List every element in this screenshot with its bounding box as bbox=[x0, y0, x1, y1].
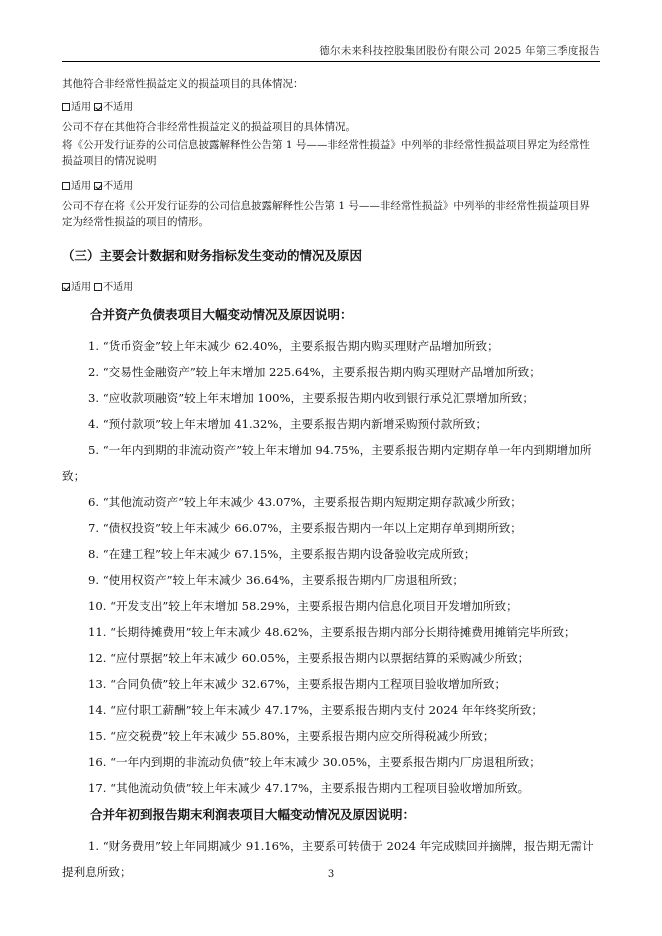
balance-item-10: 10. “开发支出”较上年末增加 58.29%，主要系报告期内信息化项目开发增加所致； bbox=[88, 599, 518, 613]
balance-item-8: 8. “在建工程”较上年末减少 67.15%，主要系报告期内设备验收完成所致； bbox=[88, 547, 476, 561]
label-applicable-2: 适用 bbox=[71, 181, 91, 192]
balance-item-5: 5. “一年内到期的非流动资产”较上年末增加 94.75%，主要系报告期内定期存单一年内到期增加所致； bbox=[62, 443, 592, 483]
checkbox-applicable-2 bbox=[62, 182, 70, 190]
checkbox-applicable-1 bbox=[62, 103, 70, 111]
report-header-title: 德尔未来科技控股集团股份有限公司 2025 年第三季度报告 bbox=[319, 45, 600, 57]
page-number: 3 bbox=[327, 869, 335, 880]
balance-item-13: 13. “合同负债”较上年末减少 32.67%，主要系报告期内工程项目验收增加所致； bbox=[88, 677, 507, 691]
balance-item-2: 2. “交易性金融资产”较上年末增加 225.64%，主要系报告期内购买理财产品增加所致； bbox=[88, 365, 541, 379]
balance-item-1: 1. “货币资金”较上年末减少 62.40%，主要系报告期内购买理财产品增加所致； bbox=[88, 339, 499, 353]
income-statement-subtitle: 合并年初到报告期末利润表项目大幅变动情况及原因说明： bbox=[90, 807, 416, 822]
other-items-note-1: 公司不存在其他符合非经常性损益定义的损益项目的具体情况。 bbox=[62, 121, 356, 133]
other-items-intro: 其他符合非经常性损益定义的损益项目的具体情况： bbox=[62, 78, 304, 90]
balance-item-3: 3. “应收款项融资”较上年末增加 100%，主要系报告期内收到银行承兑汇票增加所致； bbox=[88, 391, 535, 405]
header-divider bbox=[62, 61, 600, 62]
balance-item-14: 14. “应付职工薪酬”较上年末减少 47.17%，主要系报告期内支付 2024 年年终奖所致； bbox=[88, 703, 543, 717]
page-content bbox=[62, 76, 600, 885]
checkbox-not-applicable-3 bbox=[94, 283, 102, 291]
label-not-applicable-1: 不适用 bbox=[103, 102, 134, 113]
balance-item-15: 15. “应交税费”较上年末减少 55.80%，主要系报告期内应交所得税减少所致； bbox=[88, 729, 495, 743]
balance-item-16: 16. “一年内到期的非流动负债”较上年末减少 30.05%，主要系报告期内厂房退租所致； bbox=[88, 755, 541, 769]
balance-sheet-subtitle: 合并资产负债表项目大幅变动情况及原因说明： bbox=[90, 307, 353, 322]
checkbox-applicable-3 bbox=[62, 283, 70, 291]
option-row-1 bbox=[62, 98, 600, 113]
other-items-note-2: 公司不存在将《公开发行证券的公司信息披露解释性公告第 1 号——非经常性损益》中列举的非经常性损益项目界定为经常性损益的项目的情形。 bbox=[62, 200, 590, 228]
checkbox-not-applicable-1 bbox=[94, 103, 102, 111]
balance-item-9: 9. “使用权资产”较上年末减少 36.64%，主要系报告期内厂房退租所致； bbox=[88, 573, 464, 587]
balance-item-17: 17. “其他流动负债”较上年末减少 47.17%，主要系报告期内工程项目验收增加所致。 bbox=[88, 781, 530, 795]
checkbox-not-applicable-2 bbox=[94, 182, 102, 190]
other-items-para-2: 将《公开发行证券的公司信息披露解释性公告第 1 号——非经常性损益》中列举的非经常性损益项目界定为经常性损益项目的情况说明 bbox=[62, 139, 590, 167]
label-not-applicable-2: 不适用 bbox=[103, 181, 134, 192]
balance-item-12: 12. “应付票据”较上年末减少 60.05%，主要系报告期内以票据结算的采购减少所致； bbox=[88, 651, 530, 665]
balance-item-6: 6. “其他流动资产”较上年末减少 43.07%，主要系报告期内短期定期存款减少所致； bbox=[88, 495, 522, 509]
option-row-2 bbox=[62, 177, 600, 192]
label-applicable-3: 适用 bbox=[71, 282, 91, 293]
label-applicable-1: 适用 bbox=[71, 102, 91, 113]
balance-item-11: 11. “长期待摊费用”较上年末减少 48.62%，主要系报告期内部分长期待摊费用摊销完毕所致； bbox=[88, 625, 576, 639]
balance-sheet-item-list bbox=[62, 333, 600, 801]
income-item-1: 1. “财务费用”较上年同期减少 91.16%，主要系可转债于 2024 年完成赎回并摘牌，报告期无需计提利息所致； bbox=[62, 839, 594, 879]
balance-item-4: 4. “预付款项”较上年末增加 41.32%，主要系报告期内新增采购预付款所致； bbox=[88, 417, 488, 431]
balance-item-7: 7. “债权投资”较上年末减少 66.07%，主要系报告期内一年以上定期存单到期所致； bbox=[88, 521, 522, 535]
section-3-title: （三）主要会计数据和财务指标发生变动的情况及原因 bbox=[62, 248, 363, 263]
label-not-applicable-3: 不适用 bbox=[103, 282, 134, 293]
option-row-3 bbox=[62, 278, 600, 293]
